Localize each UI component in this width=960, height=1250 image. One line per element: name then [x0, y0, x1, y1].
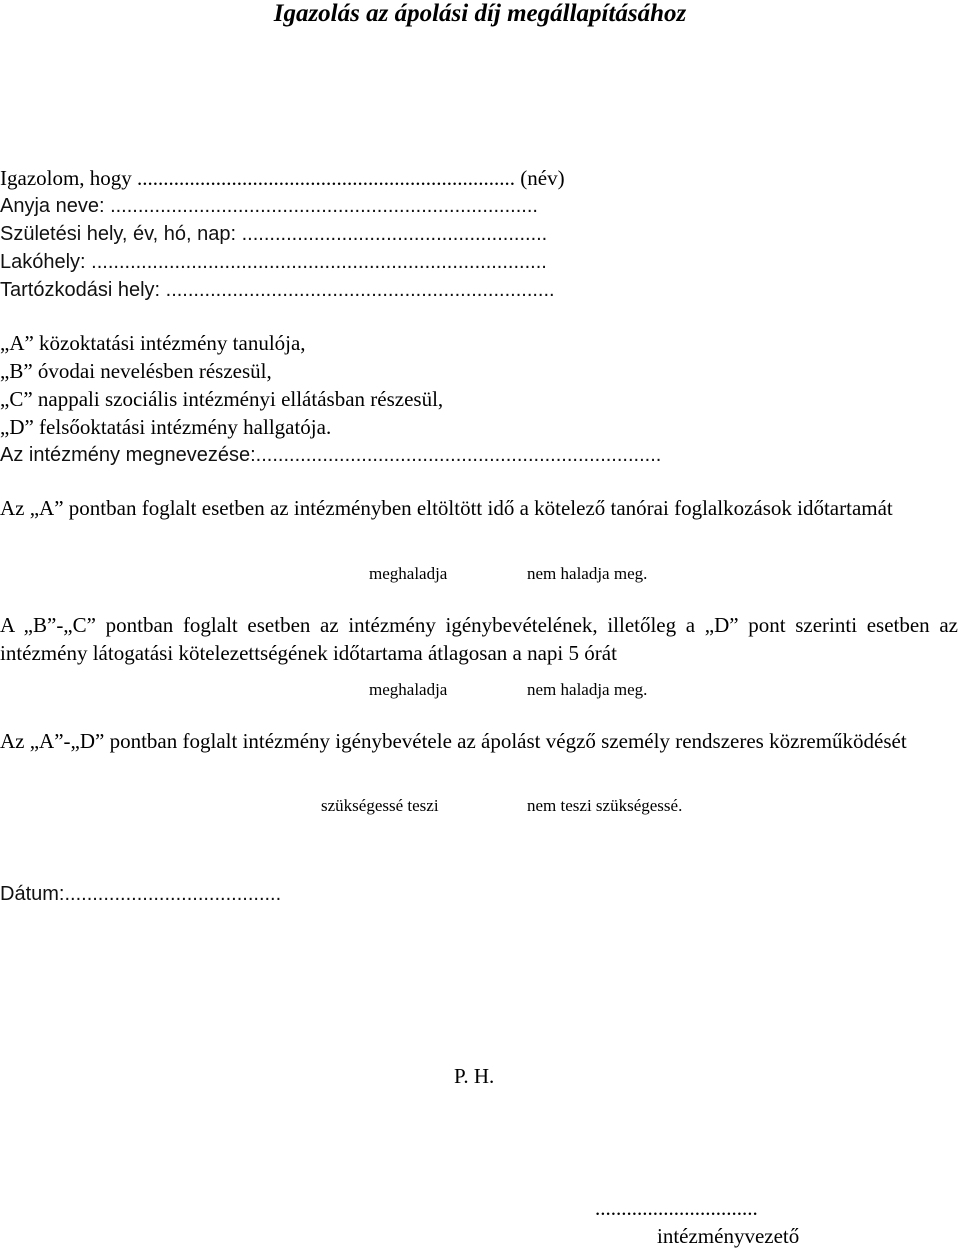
name-field-line: Igazolom, hogy ........................................................................ (név): [0, 166, 565, 190]
section-a-option-not-exceeds: nem haladja meg.: [527, 564, 648, 583]
section-ad-option-required: szükségessé teszi: [321, 796, 439, 815]
section-a-text: Az „A” pontban foglalt esetben az intézményben eltöltött idő a kötelező tanórai foglalkozások időtartamát: [0, 496, 893, 520]
section-a-option-exceeds: meghaladja: [369, 564, 448, 583]
section-ad-text: Az „A”-„D” pontban foglalt intézmény igénybevétele az ápolást végző személy rendszeres közreműködését: [0, 729, 907, 753]
institution-name-line: Az intézmény megnevezése:.........................................................................: [0, 444, 662, 466]
category-item-a: „A” közoktatási intézmény tanulója,: [0, 331, 306, 355]
address-field-line: Lakóhely: ..................................................................................: [0, 251, 547, 273]
category-item-b: „B” óvodai nevelésben részesül,: [0, 359, 272, 383]
signature-dotted-line: ...............................: [595, 1196, 758, 1220]
date-field-line: Dátum:.......................................: [0, 883, 282, 905]
category-item-d: „D” felsőoktatási intézmény hallgatója.: [0, 415, 332, 439]
stamp-placeholder: P. H.: [454, 1064, 495, 1088]
signature-label: intézményvezető: [657, 1224, 800, 1248]
section-bcd-text: A „B”-„C” pontban foglalt esetben az intézmény igénybevételének, illetőleg a „D” pont szerinti esetben az intézmény látogatási kötelezettségének időtartama átlagosan a napi 5 órát: [0, 613, 958, 665]
category-item-c: „C” nappali szociális intézményi ellátásban részesül,: [0, 387, 444, 411]
section-ad-option-not-required: nem teszi szükségessé.: [527, 796, 683, 815]
mother-name-field-line: Anyja neve: .............................................................................: [0, 195, 538, 217]
residence-field-line: Tartózkodási hely: ......................................................................: [0, 279, 555, 301]
section-bcd-option-not-exceeds: nem haladja meg.: [527, 680, 648, 699]
document-title: Igazolás az ápolási díj megállapításához: [273, 0, 687, 27]
section-bcd-option-exceeds: meghaladja: [369, 680, 448, 699]
birth-data-field-line: Születési hely, év, hó, nap: .......................................................: [0, 223, 548, 245]
